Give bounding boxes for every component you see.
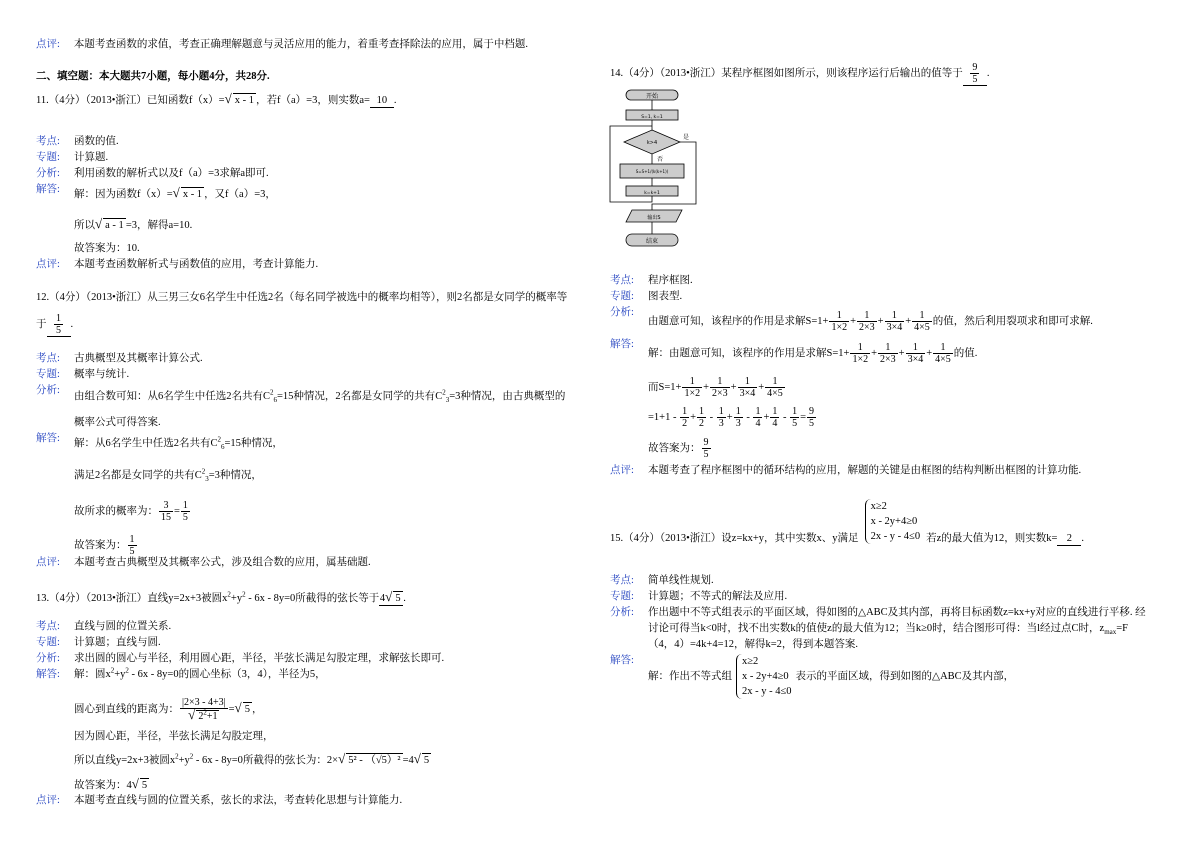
q15-jieda: 解答: 解：作出不等式组 x≥2 x - 2y+4≥0 2x - y - 4≤0 表示的平面区域，得到如图的△ABC及其内部， — [610, 655, 1015, 697]
q14-dianping: 点评: 本题考查了程序框图中的循环结构的应用，解题的关键是由框图的结构判断出框图的计算功能. — [610, 465, 1082, 476]
flow-end-text: 结束 — [645, 238, 659, 245]
q12-jieda: 解答: 解：从6名学生中任选2名共有$C^2_6=15$种情况， — [36, 433, 283, 452]
q15-fenxi2: 讨论可得当k<0时，找不出实数k的值使z的最大值为12；当k≥0时，结合图形可得：当l经过点C时，$z_{max}=F$ — [648, 623, 1129, 637]
flow-start-text: 开始 — [645, 93, 659, 100]
q11-jie2: 所以√ a - 1 =3，解得a=10. — [74, 216, 193, 231]
q15-answer: 2 — [1057, 532, 1081, 546]
q13-kaodian: 考点: 直线与圆的位置关系. — [36, 621, 172, 632]
q12-jie3: 故所求的概率为： $\frac{3}{15}$ = $\frac{1}{5}$ — [74, 500, 188, 523]
q14-jie3: =1+1 - $\frac{1}{2}$ + $\frac{1}{2}$ - $\frac{1}{3}$ + $\frac{1}{3}$ - $\frac{1}{4}$ + $\frac{1}{4}$ - $\frac{1}{5}$ = $\frac{9}{5}$ — [648, 406, 815, 429]
q14-fenxi: 分析: 由题意可知，该程序的作用是求解S=1+ $\frac{1}{1\times 2}$ + $\frac{1}{2\times 3}$ + $\frac{1}{3\times 4}$ + $\frac{1}{4\times 5}$ 的值，然后利用裂项求和即可求解. — [610, 307, 1093, 333]
q15-stem: 15.（4分）（2013•浙江）设z=kx+y，其中实数x、y满足 x≥2 x - 2y+4≥0 2x - y - 4≤0 若z的最大值为12，则实数k= 2 . — [610, 501, 1085, 544]
q13-jie3: 因为圆心距，半径，半弦长满足勾股定理， — [74, 731, 274, 742]
flow-step1-text: S=S+1/(k(k+1)) — [635, 169, 669, 174]
flow-yes-text: 是 — [682, 134, 690, 141]
q11-stem: 11.（4分）（2013•浙江）已知函数f（x）=√ x - 1 ，若f（a）=3，则实数a= 10 . — [36, 91, 397, 106]
q15-zhuanti: 专题: 计算题；不等式的解法及应用. — [610, 591, 788, 602]
q12-dianping: 点评: 本题考查古典概型及其概率公式，涉及组合数的应用，属基础题. — [36, 557, 371, 568]
q12-jie2: 满足2名都是女同学的共有$C^2_3=3$种情况， — [74, 467, 262, 484]
q14-kaodian: 考点: 程序框图. — [610, 275, 693, 286]
q15-fenxi: 分析: 作出题中不等式组表示的平面区域，得如图的△ABC及其内部，再将目标函数z=kx+y对应的直线进行平移. 经 — [610, 607, 1146, 618]
flow-cond-text: k>4 — [646, 140, 658, 146]
flow-no-text: 否 — [656, 156, 664, 163]
flow-init-text: S=1, k=1 — [641, 115, 663, 120]
q15-kaodian: 考点: 简单线性规划. — [610, 575, 714, 586]
q11-answer: 10 — [370, 94, 394, 108]
q14-stem: 14.（4分）（2013•浙江）某程序框图如图所示，则该程序运行后输出的值等于 $\frac{9}{5}$ . — [610, 62, 990, 85]
q15-fenxi3: （4，4）=4k+4=12，解得k=2，得到本题答案. — [648, 639, 859, 650]
q13-stem: 13.（4分）（2013•浙江）直线y=2x+3被圆$x^2+y^2 - 6x - 8y=0$所截得的弦长等于4√ 5 . — [36, 589, 406, 604]
q12-fenxi: 分析: 由组合数可知：从6名学生中任选2名共有$C^2_6=15$种情况，2名都是女同学的共有$C^2_3=3$种情况，由古典概型的 — [36, 385, 566, 405]
q13-zhuanti: 专题: 计算题；直线与圆. — [36, 637, 161, 648]
top-comment: 点评: 本题考查函数的求值，考查正确理解题意与灵活应用的能力，着重考查择除法的应用，属于中档题. — [36, 39, 529, 50]
q15-system: x≥2 x - 2y+4≥0 2x - y - 4≤0 — [865, 499, 921, 544]
q14-zhuanti: 专题: 图表型. — [610, 291, 683, 302]
q12-fenxi2: 概率公式可得答案. — [74, 417, 161, 428]
q14-jie2: 而S=1+ $\frac{1}{1\times 2}$ + $\frac{1}{2\times 3}$ + $\frac{1}{3\times 4}$ + $\frac{1}{4\times 5}$ — [648, 376, 783, 399]
flow-step2-text: k=k+1 — [644, 191, 660, 196]
q11-jie3: 故答案为：10. — [74, 243, 140, 254]
q13-jie5: 故答案为：4√ 5 — [74, 776, 148, 791]
q13-jie2: 圆心到直线的距离为： $\frac{|2\times 3 - 4+3|}{√ 2^2+1}$ =√ 5 ， — [74, 697, 263, 722]
flow-out-text: 输出S — [647, 215, 661, 221]
q13-dianping: 点评: 本题考查直线与圆的位置关系，弦长的求法，考查转化思想与计算能力. — [36, 795, 403, 806]
q13-fenxi: 分析: 求出圆的圆心与半径，利用圆心距，半径，半弦长满足勾股定理，求解弦长即可. — [36, 653, 445, 664]
q12-stem1: 12.（4分）（2013•浙江）从三男三女6名学生中任选2名（每名同学被选中的概率均相等），则2名都是女同学的概率等 — [36, 292, 568, 303]
q12-kaodian: 考点: 古典概型及其概率计算公式. — [36, 353, 203, 364]
q11-zhuanti: 专题: 计算题. — [36, 152, 109, 163]
q11-jieda: 解答: 解：因为函数f（x）=√ x - 1 ，又f（a）=3， — [36, 184, 276, 200]
q14-jieda: 解答: 解：由题意可知，该程序的作用是求解S=1+ $\frac{1}{1\times 2}$ + $\frac{1}{2\times 3}$ + $\frac{1}{3\times 4}$ + $\frac{1}{4\times 5}$ 的值. — [610, 339, 978, 365]
q11-fenxi: 分析: 利用函数的解析式以及f（a）=3求解a即可. — [36, 168, 269, 179]
q13-jie4: 所以直线y=2x+3被圆$x^2+y^2 - 6x - 8y=0$所截得的弦长为：2×√ 5² - （√5）² =4√ 5 — [74, 751, 430, 766]
q11-dianping: 点评: 本题考查函数解析式与函数值的应用，考查计算能力. — [36, 259, 319, 270]
q12-zhuanti: 专题: 概率与统计. — [36, 369, 130, 380]
q12-stem2: 于 $\frac{1}{5}$ . — [36, 313, 74, 336]
q14-jie4: 故答案为： $\frac{9}{5}$ — [648, 437, 709, 460]
program-flowchart — [606, 88, 702, 254]
q13-jieda: 解答: 解：圆$x^2+y^2 - 6x - 8y=0$的圆心坐标（3，4），半径为5， — [36, 666, 326, 680]
q11-kaodian: 考点: 函数的值. — [36, 136, 119, 147]
section-heading: 二、填空题：本大题共7小题，每小题4分，共28分. — [36, 71, 270, 82]
q12-jie4: 故答案为： $\frac{1}{5}$ — [74, 534, 135, 557]
